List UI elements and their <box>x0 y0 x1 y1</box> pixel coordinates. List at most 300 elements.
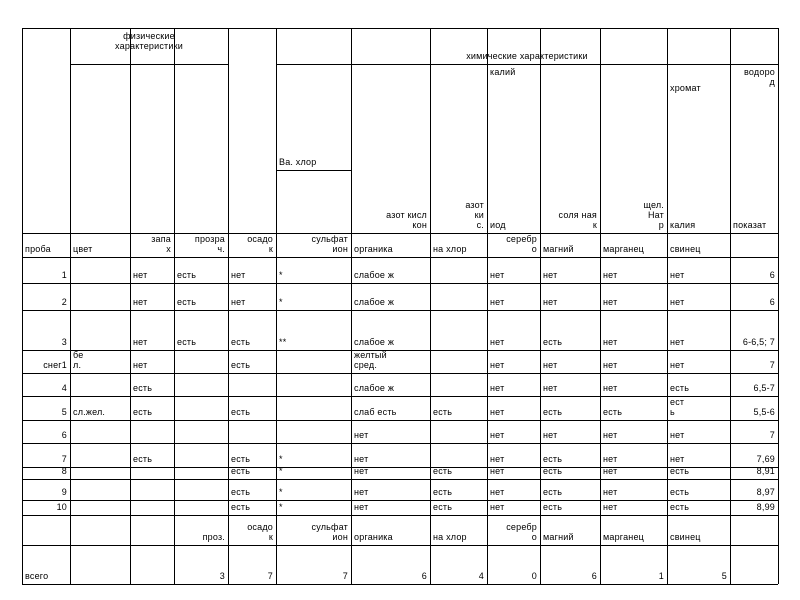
column-header <box>174 233 228 257</box>
table-cell <box>487 310 540 350</box>
table-cell <box>730 420 778 443</box>
column-header-text: запа х <box>151 234 171 254</box>
column-header <box>228 233 276 257</box>
table-cell <box>174 350 228 373</box>
table-cell <box>430 467 487 479</box>
table-cell-text: слабое ж <box>354 297 395 307</box>
header-azot-kislkon <box>351 64 430 233</box>
table-cell <box>430 396 487 420</box>
table-cell <box>174 310 228 350</box>
table-cell <box>351 420 430 443</box>
table-cell <box>540 283 600 310</box>
table-cell <box>174 467 228 479</box>
table-cell-text: есть <box>231 337 251 347</box>
table-cell <box>540 257 600 283</box>
table-cell-text: 6,5-7 <box>753 383 775 393</box>
footer-header-cell-text: осадо к <box>247 522 273 542</box>
table-cell <box>70 350 130 373</box>
table-cell-text: нет <box>543 360 558 370</box>
table-cell-text: нет <box>490 467 505 476</box>
table-cell <box>228 420 276 443</box>
footer-header-cell <box>540 479 600 545</box>
table-cell <box>228 257 276 283</box>
totals-cell <box>276 545 351 584</box>
table-cell <box>228 283 276 310</box>
footer-header-cell <box>351 479 430 545</box>
table-cell-text: нет <box>670 297 685 307</box>
totals-label <box>22 545 70 584</box>
table-cell-text: снег1 <box>43 360 67 370</box>
header-ba-chlor-text: Ва. хлор <box>279 157 317 167</box>
table-cell <box>70 479 130 500</box>
table-cell-text: 1 <box>61 270 67 280</box>
table-cell-text: нет <box>490 502 505 512</box>
table-cell <box>430 373 487 396</box>
footer-header-cell <box>130 515 174 545</box>
header-solyanak-text: соля ная к <box>558 210 597 230</box>
table-cell <box>276 396 351 420</box>
table-cell <box>487 373 540 396</box>
table-cell <box>600 283 667 310</box>
table-cell <box>130 467 174 479</box>
totals-cell-text: 6 <box>591 571 597 581</box>
table-cell <box>487 443 540 467</box>
table-cell <box>430 420 487 443</box>
table-cell-text: * <box>279 487 283 497</box>
table-cell <box>70 283 130 310</box>
table-cell-text: нет <box>603 360 618 370</box>
table-cell-text: 4 <box>61 383 67 393</box>
table-cell-text: есть <box>433 407 453 417</box>
table-cell <box>228 310 276 350</box>
table-cell <box>276 373 351 396</box>
table-cell <box>600 420 667 443</box>
table-cell <box>22 479 70 500</box>
footer-header-cell <box>276 479 351 545</box>
table-cell <box>70 396 130 420</box>
table-cell <box>130 283 174 310</box>
table-cell <box>351 257 430 283</box>
column-header <box>430 233 487 257</box>
table-cell-text: 8,91 <box>756 467 775 476</box>
table-cell-text: нет <box>354 454 369 464</box>
table-cell <box>600 467 667 479</box>
table-cell-text: желтый сред. <box>354 350 387 370</box>
table-cell <box>600 396 667 420</box>
totals-cell-text: 6 <box>421 571 427 581</box>
table-cell <box>70 467 130 479</box>
table-cell-text: 6 <box>769 270 775 280</box>
table-cell <box>667 257 730 283</box>
footer-header-cell <box>487 479 540 545</box>
footer-header-cell <box>70 515 130 545</box>
table-cell <box>130 479 174 500</box>
table-cell-text: 7 <box>769 360 775 370</box>
table-cell <box>540 443 600 467</box>
table-cell-text: есть <box>670 502 690 512</box>
table-cell <box>276 257 351 283</box>
column-header <box>70 233 130 257</box>
table-cell <box>600 373 667 396</box>
column-header-text: цвет <box>73 244 93 254</box>
table-cell-text: есть <box>670 487 690 497</box>
table-cell <box>730 283 778 310</box>
table-cell <box>730 257 778 283</box>
table-cell-text: 8 <box>61 467 67 476</box>
physical-characteristics-header-text: физические характеристики <box>115 31 183 51</box>
table-cell <box>540 396 600 420</box>
table-cell <box>730 467 778 479</box>
header-pokazat-text: показат <box>733 220 767 230</box>
table-cell-text: нет <box>354 467 369 476</box>
table-cell-text: 5 <box>61 407 67 417</box>
table-cell-text: 6 <box>769 297 775 307</box>
table-cell <box>540 350 600 373</box>
table-cell-text: 2 <box>61 297 67 307</box>
table-cell-text: есть <box>231 407 251 417</box>
table-cell-text: есть <box>670 467 690 476</box>
footer-header-cell-text: свинец <box>670 532 701 542</box>
table-cell-text: есть <box>231 467 251 476</box>
table-cell <box>667 443 730 467</box>
table-cell-text: * <box>279 270 283 280</box>
table-cell-text: нет <box>133 297 148 307</box>
table-cell-text: нет <box>490 430 505 440</box>
table-cell-text: 10 <box>56 502 67 512</box>
table-cell <box>70 420 130 443</box>
footer-header-cell-text: магний <box>543 532 574 542</box>
table-cell-text: нет <box>490 407 505 417</box>
table-cell-text: есть <box>543 487 563 497</box>
physical-characteristics-header <box>70 28 228 64</box>
column-header <box>276 233 351 257</box>
table-cell <box>600 257 667 283</box>
table-cell <box>130 373 174 396</box>
totals-cell-text: 4 <box>478 571 484 581</box>
table-cell-text: нет <box>670 430 685 440</box>
table-cell-text: слабое ж <box>354 383 395 393</box>
table-cell-text: нет <box>490 383 505 393</box>
table-cell <box>130 257 174 283</box>
table-cell <box>667 310 730 350</box>
table-cell <box>351 283 430 310</box>
column-header-text: осадо к <box>247 234 273 254</box>
column-header-text: магний <box>543 244 574 254</box>
footer-header-cell <box>228 479 276 545</box>
table-cell <box>351 467 430 479</box>
table-cell-text: нет <box>133 270 148 280</box>
table-cell <box>667 420 730 443</box>
table-cell-text: есть <box>177 337 197 347</box>
table-cell <box>430 350 487 373</box>
table-cell-text: нет <box>603 337 618 347</box>
table-cell <box>487 283 540 310</box>
table-cell <box>667 283 730 310</box>
header-solyanak <box>540 64 600 233</box>
totals-cell-text: 7 <box>267 571 273 581</box>
table-cell <box>22 500 70 515</box>
table-cell-text: нет <box>603 487 618 497</box>
table-cell-text: 7 <box>61 454 67 464</box>
chemical-characteristics-header <box>276 28 778 64</box>
totals-cell <box>600 545 667 584</box>
table-cell-text: нет <box>490 487 505 497</box>
table-cell <box>22 310 70 350</box>
table-cell-text: слабое ж <box>354 337 395 347</box>
table-cell <box>430 310 487 350</box>
table-cell-text: 8,97 <box>756 487 775 497</box>
column-header <box>22 233 70 257</box>
table-cell-text: есть <box>670 383 690 393</box>
table-cell-text: нет <box>490 337 505 347</box>
table-cell-text: 8,99 <box>756 502 775 512</box>
totals-cell <box>70 545 130 584</box>
table-cell-text: есть <box>231 360 251 370</box>
table-cell <box>276 443 351 467</box>
table-cell-text: есть <box>133 407 153 417</box>
table-cell-text: слабое ж <box>354 270 395 280</box>
table-cell <box>174 443 228 467</box>
table-cell-text: есть <box>177 297 197 307</box>
table-cell <box>276 350 351 373</box>
header-vodorod-text: водоро д <box>744 67 775 87</box>
table-cell <box>730 310 778 350</box>
table-cell-text: ** <box>279 337 287 347</box>
header-shchel-natr <box>600 64 667 233</box>
table-cell-text: * <box>279 467 283 476</box>
table-cell <box>130 396 174 420</box>
table-cell <box>22 396 70 420</box>
table-cell <box>22 443 70 467</box>
column-header <box>351 233 430 257</box>
table-cell-text: нет <box>603 383 618 393</box>
table-cell-text: нет <box>670 337 685 347</box>
header-azot-kis-text: азот ки с. <box>465 200 484 230</box>
column-header-text: на хлор <box>433 244 467 254</box>
totals-cell <box>130 545 174 584</box>
table-cell-text: слаб есть <box>354 407 397 417</box>
table-cell-text: нет <box>354 502 369 512</box>
table-cell <box>130 500 174 515</box>
table-cell <box>600 350 667 373</box>
table-cell <box>600 310 667 350</box>
table-cell-text: сл.жел. <box>73 407 106 417</box>
table-cell <box>430 443 487 467</box>
header-shchel-natr-text: щел. Нат р <box>643 200 664 230</box>
header-iod-text: иод <box>490 220 506 230</box>
totals-cell-text: 0 <box>531 571 537 581</box>
table-cell-text: нет <box>354 430 369 440</box>
table-cell <box>351 373 430 396</box>
totals-cell-text: 3 <box>219 571 225 581</box>
table-cell-text: нет <box>543 383 558 393</box>
footer-header-cell <box>730 479 778 545</box>
column-header <box>487 233 540 257</box>
table-cell-text: есть <box>133 383 153 393</box>
table-cell-text: нет <box>133 360 148 370</box>
footer-header-cell <box>22 515 70 545</box>
column-header-text: свинец <box>670 244 701 254</box>
header-azot-kis <box>430 64 487 233</box>
table-cell <box>667 396 730 420</box>
footer-header-cell-text: на хлор <box>433 532 467 542</box>
footer-header-cell-text: серебр о <box>506 522 537 542</box>
totals-cell-text: 5 <box>721 571 727 581</box>
table-cell <box>228 350 276 373</box>
table-cell <box>130 443 174 467</box>
table-cell-text: 5,5-6 <box>753 407 775 417</box>
table-cell-text: есть <box>543 407 563 417</box>
table-cell <box>228 467 276 479</box>
column-header <box>667 233 730 257</box>
footer-header-cell <box>174 479 228 545</box>
table-cell <box>430 283 487 310</box>
table-cell <box>276 420 351 443</box>
table-cell-text: нет <box>490 297 505 307</box>
table-cell <box>22 350 70 373</box>
table-cell-text: нет <box>603 467 618 476</box>
table-cell-text: 7,69 <box>756 454 775 464</box>
column-header-text: проба <box>25 244 51 254</box>
table-cell <box>487 257 540 283</box>
table-cell <box>174 420 228 443</box>
footer-header-cell-text: органика <box>354 532 393 542</box>
footer-header-cell <box>667 479 730 545</box>
table-cell-text: есть <box>231 454 251 464</box>
header-khromat-text: хромат <box>670 83 701 93</box>
table-cell-text: ест ь <box>670 397 685 417</box>
table-cell <box>22 373 70 396</box>
column-header <box>730 233 778 257</box>
table-cell <box>174 283 228 310</box>
table-cell <box>351 443 430 467</box>
footer-header-cell-text: проз. <box>202 532 225 542</box>
table-cell-text: нет <box>490 270 505 280</box>
totals-cell <box>174 545 228 584</box>
column-header-text: марганец <box>603 244 645 254</box>
table-cell <box>174 396 228 420</box>
table-cell <box>540 373 600 396</box>
totals-cell <box>430 545 487 584</box>
table-cell-text: нет <box>670 270 685 280</box>
table-cell-text: нет <box>603 297 618 307</box>
table-cell <box>276 467 351 479</box>
table-cell-text: есть <box>433 467 453 476</box>
table-cell <box>487 350 540 373</box>
table-cell-text: есть <box>543 337 563 347</box>
table-cell-text: есть <box>543 467 563 476</box>
table-cell-text: есть <box>133 454 153 464</box>
table-cell <box>730 373 778 396</box>
table-cell-text: * <box>279 297 283 307</box>
table-cell <box>70 500 130 515</box>
table-cell <box>730 443 778 467</box>
table-cell <box>730 396 778 420</box>
table-cell <box>351 350 430 373</box>
table-cell <box>70 310 130 350</box>
table-cell <box>276 310 351 350</box>
table-cell-text: нет <box>133 337 148 347</box>
table-cell-text: нет <box>603 430 618 440</box>
table-cell <box>730 350 778 373</box>
footer-header-cell-text: сульфат ион <box>311 522 348 542</box>
table-cell <box>667 467 730 479</box>
totals-label-text: всего <box>25 571 49 581</box>
table-cell <box>667 373 730 396</box>
table-cell-text: бе л. <box>73 350 84 370</box>
table-cell-text: нет <box>603 502 618 512</box>
table-cell-text: 9 <box>61 487 67 497</box>
table-cell <box>540 310 600 350</box>
column-header-text: органика <box>354 244 393 254</box>
table-cell-text: 6 <box>61 430 67 440</box>
column-header <box>130 233 174 257</box>
table-cell-text: нет <box>670 454 685 464</box>
table-cell <box>130 420 174 443</box>
footer-header-cell <box>600 479 667 545</box>
table-cell-text: нет <box>354 487 369 497</box>
table-cell <box>228 373 276 396</box>
header-kaliy-text: калий <box>490 67 516 77</box>
column-header-text: серебр о <box>506 234 537 254</box>
totals-cell <box>540 545 600 584</box>
table-cell <box>276 283 351 310</box>
table-cell-text: * <box>279 502 283 512</box>
table-cell <box>70 373 130 396</box>
table-cell-text: нет <box>543 270 558 280</box>
table-cell <box>667 350 730 373</box>
table-cell-text: нет <box>543 430 558 440</box>
table-cell <box>430 257 487 283</box>
header-azot-kislkon-text: азот кисл кон <box>386 210 427 230</box>
table-cell <box>228 443 276 467</box>
totals-cell <box>487 545 540 584</box>
table-cell <box>228 396 276 420</box>
footer-header-cell <box>430 479 487 545</box>
table-cell <box>174 257 228 283</box>
table-cell-text: 6-6,5; 7 <box>742 337 775 347</box>
table-cell <box>70 257 130 283</box>
header-iod <box>487 64 540 233</box>
table-cell-text: есть <box>603 407 623 417</box>
column-header <box>540 233 600 257</box>
chemical-characteristics-header-text: химические характеристики <box>466 51 588 61</box>
table-cell-text: нет <box>490 454 505 464</box>
table-cell <box>540 467 600 479</box>
table-cell-text: 7 <box>769 430 775 440</box>
table-cell-text: есть <box>543 454 563 464</box>
table-cell <box>130 350 174 373</box>
table-cell <box>22 420 70 443</box>
header-kaliya-text: калия <box>670 220 696 230</box>
table-cell <box>351 396 430 420</box>
table-cell-text: нет <box>543 297 558 307</box>
table-cell-text: 3 <box>61 337 67 347</box>
table-cell <box>70 443 130 467</box>
header-ba-chlor <box>276 64 351 170</box>
table-cell <box>487 396 540 420</box>
totals-cell <box>228 545 276 584</box>
table-cell <box>487 420 540 443</box>
table-cell-text: есть <box>177 270 197 280</box>
totals-cell <box>351 545 430 584</box>
table-cell <box>540 420 600 443</box>
column-header-text: прозра ч. <box>194 234 225 254</box>
header-kaliya <box>667 64 730 233</box>
table-cell-text: есть <box>433 487 453 497</box>
table-cell <box>22 467 70 479</box>
totals-cell-text: 1 <box>658 571 664 581</box>
